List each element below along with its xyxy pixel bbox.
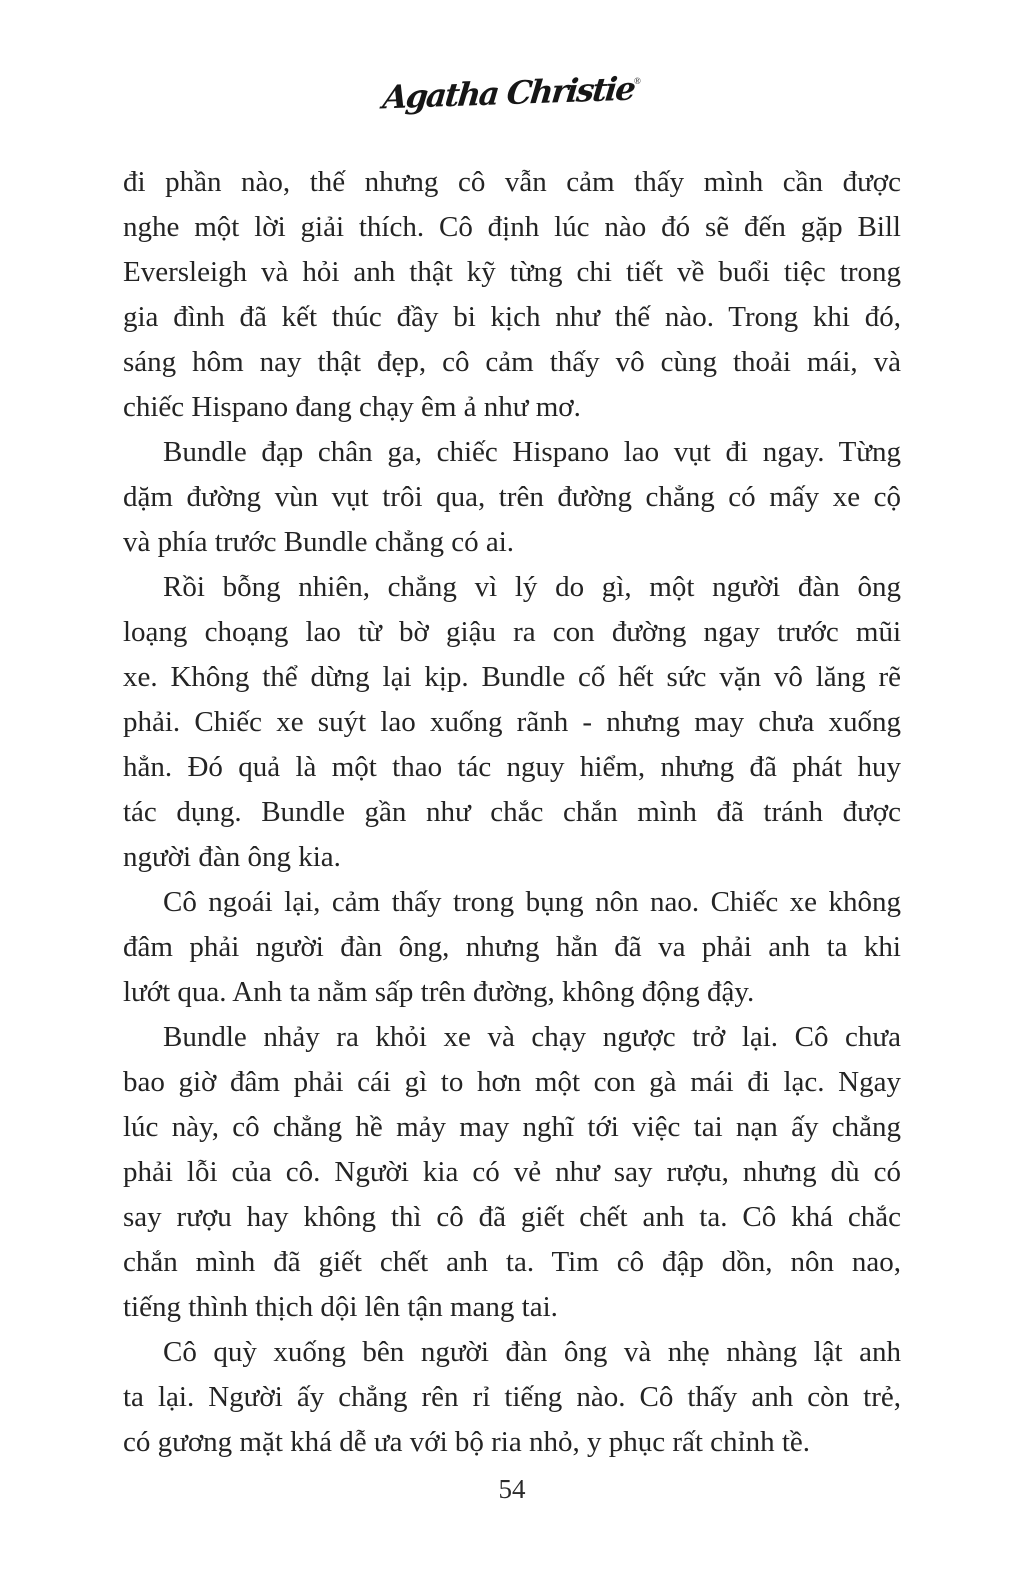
body-text	[123, 160, 901, 1465]
text-line: Bundle nhảy ra khỏi xe và chạy ngược trở lại. Cô chưa	[163, 1021, 901, 1053]
page-header	[0, 69, 1024, 117]
text-line: bao giờ đâm phải cái gì to hơn một con gà mái đi lạc. Ngay	[123, 1066, 901, 1098]
text-line: Bundle đạp chân ga, chiếc Hispano lao vụt đi ngay. Từng	[163, 436, 901, 468]
text-line: say rượu hay không thì cô đã giết chết anh ta. Cô khá chắc	[123, 1201, 901, 1233]
text-line: tác dụng. Bundle gần như chắc chắn mình đã tránh được	[123, 796, 901, 828]
registered-trademark-mark: ®	[634, 76, 641, 86]
text-line: hẳn. Đó quả là một thao tác nguy hiểm, nhưng đã phát huy	[123, 751, 901, 783]
text-line: và phía trước Bundle chẳng có ai.	[123, 526, 515, 558]
text-line: đi phần nào, thế nhưng cô vẫn cảm thấy mình cần được	[123, 166, 901, 198]
text-line: loạng choạng lao từ bờ giậu ra con đường ngay trước mũi	[123, 616, 901, 648]
text-line: tiếng thình thịch dội lên tận mang tai.	[123, 1291, 558, 1323]
text-line: gia đình đã kết thúc đầy bi kịch như thế nào. Trong khi đó,	[123, 301, 901, 333]
text-line: sáng hôm nay thật đẹp, cô cảm thấy vô cùng thoải mái, và	[123, 346, 901, 378]
page-number: 54	[498, 1474, 526, 1504]
text-line: Cô quỳ xuống bên người đàn ông và nhẹ nhàng lật anh	[163, 1336, 901, 1368]
text-line: Cô ngoái lại, cảm thấy trong bụng nôn nao. Chiếc xe không	[163, 886, 901, 918]
text-line: lướt qua. Anh ta nằm sấp trên đường, không động đậy.	[123, 976, 755, 1008]
text-line: phải lỗi của cô. Người kia có vẻ như say rượu, nhưng dù có	[123, 1156, 901, 1188]
text-line: người đàn ông kia.	[123, 841, 341, 873]
text-line: lúc này, cô chẳng hề mảy may nghĩ tới việc tai nạn ấy chẳng	[123, 1111, 901, 1143]
text-line: ta lại. Người ấy chẳng rên rỉ tiếng nào. Cô thấy anh còn trẻ,	[123, 1381, 901, 1413]
text-line: nghe một lời giải thích. Cô định lúc nào đó sẽ đến gặp Bill	[123, 211, 901, 243]
text-line: chiếc Hispano đang chạy êm ả như mơ.	[123, 391, 581, 423]
text-line: chắn mình đã giết chết anh ta. Tim cô đập dồn, nôn nao,	[123, 1246, 901, 1278]
text-line: xe. Không thể dừng lại kịp. Bundle cố hết sức vặn vô lăng rẽ	[123, 661, 901, 693]
text-line: có gương mặt khá dễ ưa với bộ ria nhỏ, y phục rất chỉnh tề.	[123, 1426, 811, 1458]
text-line: Rồi bỗng nhiên, chẳng vì lý do gì, một người đàn ông	[163, 571, 901, 603]
text-line: đâm phải người đàn ông, nhưng hẳn đã va phải anh ta khi	[123, 931, 901, 963]
text-line: dặm đường vùn vụt trôi qua, trên đường chẳng có mấy xe cộ	[123, 481, 901, 513]
text-line: phải. Chiếc xe suýt lao xuống rãnh - nhưng may chưa xuống	[123, 706, 901, 738]
text-line: Eversleigh và hỏi anh thật kỹ từng chi tiết về buổi tiệc trong	[123, 256, 901, 288]
agatha-christie-signature-logo: Agatha Christie	[381, 69, 636, 117]
